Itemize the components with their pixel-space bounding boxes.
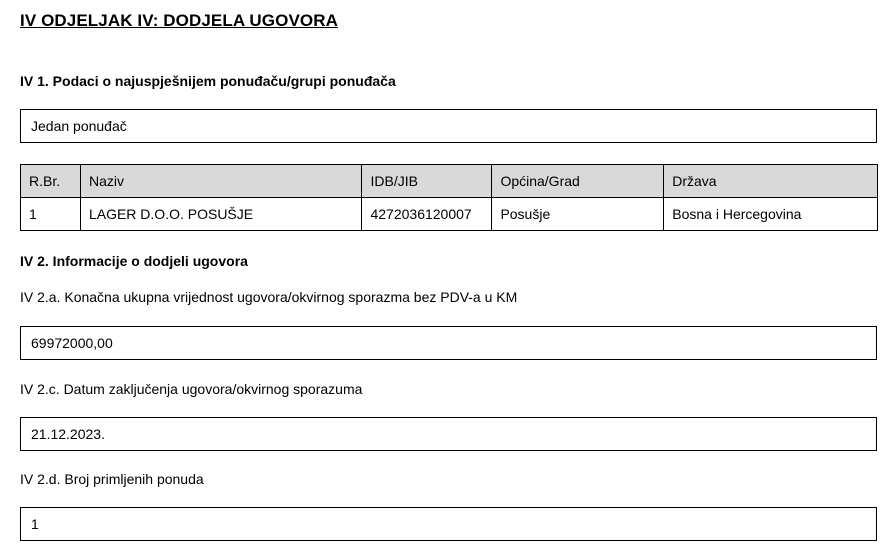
cell-idb-jib: 4272036120007 <box>362 198 492 231</box>
page-title: IV ODJELJAK IV: DODJELA UGOVORA <box>20 11 338 30</box>
table-header-row <box>21 165 878 198</box>
contract-value-label: IV 2.a. Konačna ukupna vrijednost ugovora/okvirnog sporazma bez PDV-a u KM <box>20 289 518 305</box>
contract-date-field <box>20 417 877 451</box>
cell-opcina-grad: Posušje <box>492 198 664 231</box>
cell-rbr: 1 <box>21 198 81 231</box>
contract-value-field <box>20 326 877 360</box>
contract-date: 21.12.2023. <box>31 426 105 442</box>
table-row <box>21 198 878 231</box>
section-heading-contract-info: IV 2. Informacije o dodjeli ugovora <box>20 253 248 269</box>
section-heading-bidder: IV 1. Podaci o najuspješnijem ponuđaču/grupi ponuđača <box>20 73 396 89</box>
column-header-rbr: R.Br. <box>21 165 81 198</box>
contract-date-label: IV 2.c. Datum zaključenja ugovora/okvirnog sporazuma <box>20 381 363 397</box>
offers-count: 1 <box>31 516 39 532</box>
column-header-drzava: Država <box>664 165 878 198</box>
column-header-naziv: Naziv <box>80 165 362 198</box>
bidder-type-field <box>20 109 877 143</box>
cell-drzava: Bosna i Hercegovina <box>664 198 878 231</box>
column-header-idb-jib: IDB/JIB <box>362 165 492 198</box>
bidder-type-value: Jedan ponuđač <box>31 118 127 134</box>
column-header-opcina-grad: Općina/Grad <box>492 165 664 198</box>
bidders-table <box>20 164 878 231</box>
contract-value: 69972000,00 <box>31 335 113 351</box>
cell-naziv: LAGER D.O.O. POSUŠJE <box>80 198 362 231</box>
offers-count-label: IV 2.d. Broj primljenih ponuda <box>20 471 204 487</box>
offers-count-field <box>20 507 877 541</box>
